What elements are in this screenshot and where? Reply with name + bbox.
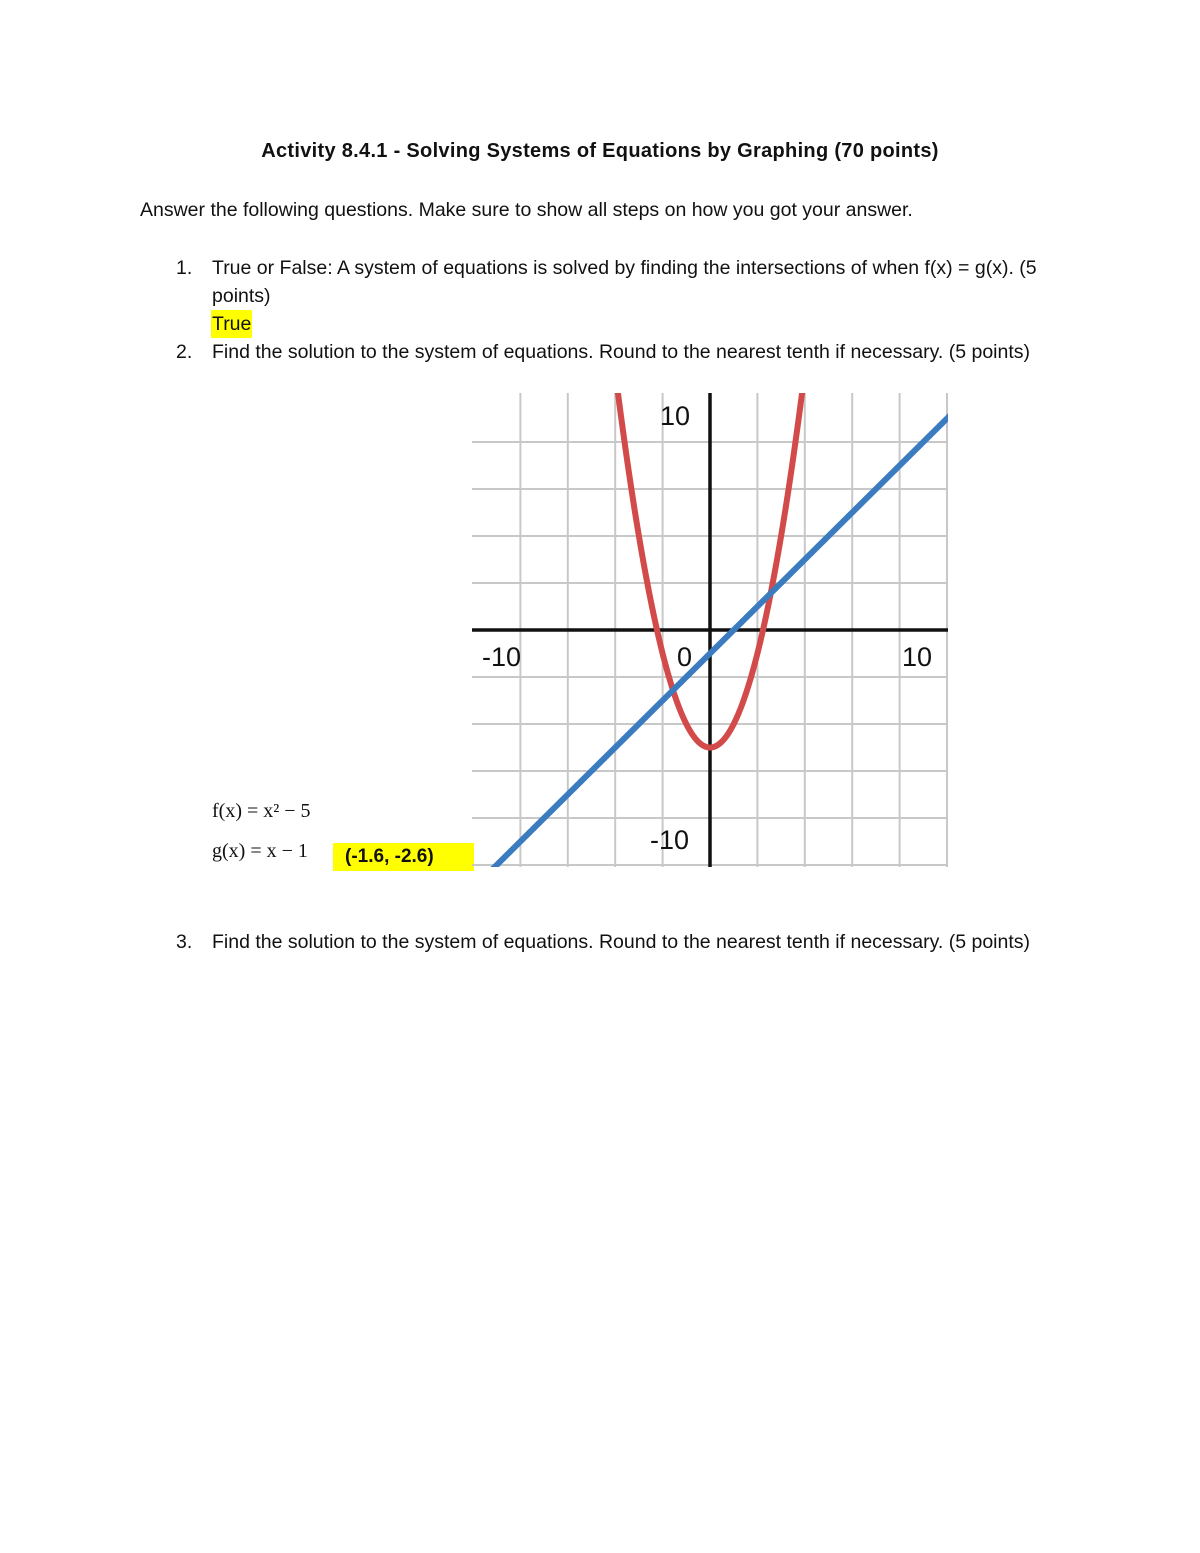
equation-f: f(x) = x² − 5 xyxy=(212,800,311,822)
tick-labels xyxy=(482,401,932,855)
series-line xyxy=(490,413,948,867)
x-tick-label: 0 xyxy=(677,642,693,672)
question-3-text: Find the solution to the system of equations. Round to the nearest tenth if necessary. (5 points) xyxy=(212,931,1031,953)
x-tick-label: -10 xyxy=(482,642,522,672)
page-title: Activity 8.4.1 - Solving Systems of Equations by Graphing (70 points) xyxy=(261,140,939,162)
axes xyxy=(472,393,948,867)
question-1-text: True or False: A system of equations is solved by finding the intersections of when f(x) = g(x). (5 points) xyxy=(212,257,1037,307)
y-tick-label: -10 xyxy=(650,825,690,855)
question-2-text: Find the solution to the system of equations. Round to the nearest tenth if necessary. (5 points) xyxy=(212,341,1031,363)
graph xyxy=(472,393,948,867)
equation-g: g(x) = x − 1 xyxy=(212,840,308,862)
question-2-answer: (-1.6, -2.6) xyxy=(333,843,474,871)
question-1-number: 1. xyxy=(176,257,193,279)
x-tick-label: 10 xyxy=(902,642,933,672)
y-tick-label: 10 xyxy=(660,401,691,431)
instructions: Answer the following questions. Make sure to show all steps on how you got your answer. xyxy=(140,199,913,221)
question-2-number: 2. xyxy=(176,341,193,363)
question-3-number: 3. xyxy=(176,931,193,953)
question-1-answer: True xyxy=(211,310,252,338)
